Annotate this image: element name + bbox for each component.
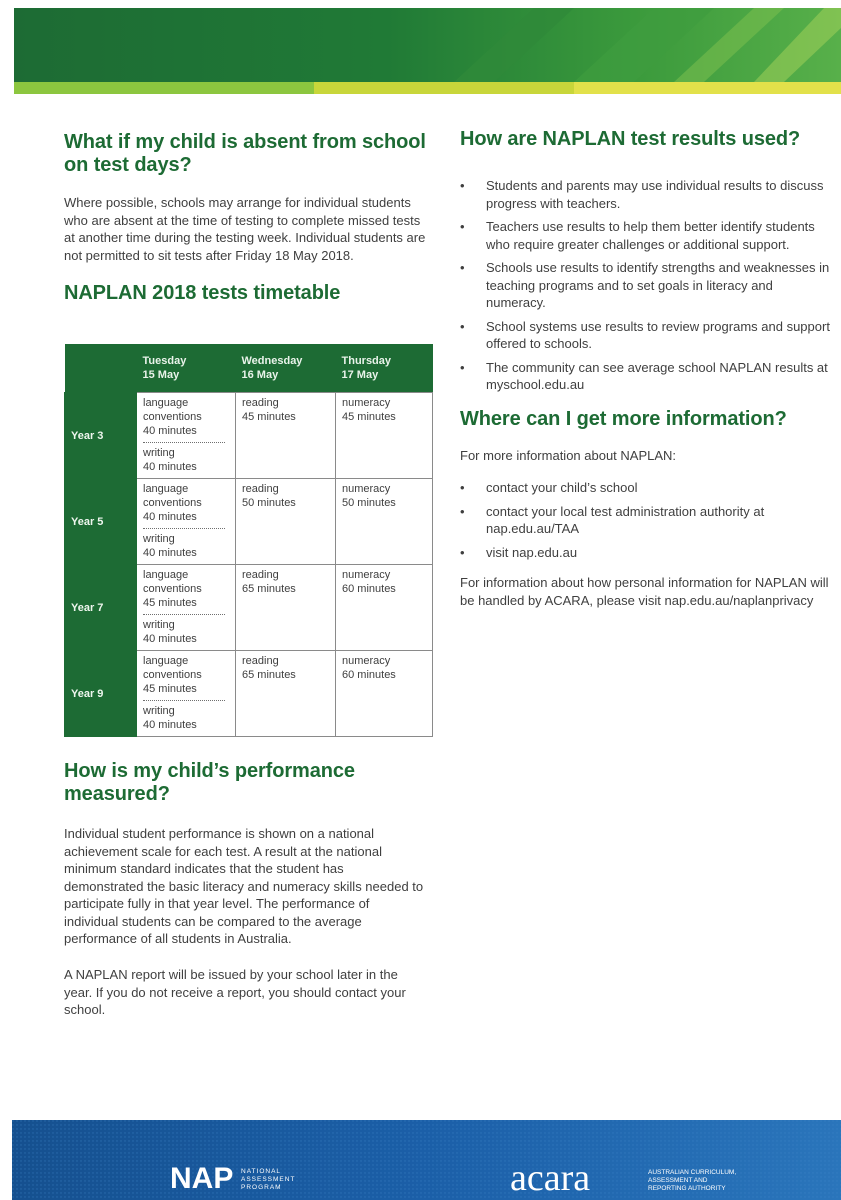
tuesday-cell: language conventions 45 minutes writing 40 minutes (137, 651, 236, 737)
bullet-icon: • (460, 359, 465, 375)
list-item: • School systems use results to review programs and support offered to schools. (460, 318, 830, 351)
svg-text:PROGRAM: PROGRAM (241, 1184, 282, 1191)
list-item: • contact your child’s school (460, 480, 638, 495)
svg-text:ASSESSMENT AND: ASSESSMENT AND (648, 1177, 708, 1184)
table-row (65, 393, 433, 479)
bullet-icon: • (460, 219, 465, 234)
list-item: • Students and parents may use individual results to discuss progress with teachers. (460, 178, 824, 211)
timetable-header-row (65, 344, 433, 393)
header-banner (14, 8, 841, 94)
info-lead: For more information about NAPLAN: (460, 447, 677, 463)
performance-heading: How is my child’s performance measured? (64, 760, 355, 805)
list-item: • Teachers use results to help them better identify students who require greater challenges or additional support. (460, 219, 815, 252)
list-item: • visit nap.edu.au (460, 544, 578, 560)
tuesday-cell: language conventions 40 minutes writing 40 minutes (137, 479, 236, 565)
list-item: • Schools use results to identify strengths and weaknesses in teaching programs and to set goals in literacy and numeracy. (460, 260, 830, 310)
bullet-icon: • (460, 260, 465, 275)
footer-banner (12, 1120, 841, 1200)
year-label: Year 5 (65, 479, 137, 565)
list-item: • The community can see average school NAPLAN results at myschool.edu.au (460, 359, 828, 392)
report-paragraph: A NAPLAN report will be issued by your school later in the year. If you do not receive a report, you should contact your school. (64, 967, 406, 1017)
list-item: • contact your local test administration authority at nap.edu.au/TAA (460, 503, 765, 536)
bullet-icon: • (460, 544, 465, 560)
svg-text:NAP: NAP (170, 1162, 234, 1195)
timetable-table (64, 344, 433, 737)
timetable-heading: NAPLAN 2018 tests timetable (64, 282, 341, 304)
svg-text:acara: acara (510, 1157, 591, 1199)
absent-paragraph: Where possible, schools may arrange for individual students who are absent at the time of testing to complete missed tests at another time during the testing week. Individual students are not permitted to sit tests after Friday 18 May 2018. (64, 195, 426, 263)
svg-text:REPORTING AUTHORITY: REPORTING AUTHORITY (648, 1185, 726, 1192)
privacy-paragraph: For information about how personal information for NAPLAN will be handled by ACARA, please visit nap.edu.au/naplanprivacy (460, 575, 829, 608)
year-label: Year 3 (65, 393, 137, 479)
table-row (65, 651, 433, 737)
right-column (460, 128, 832, 609)
year-label: Year 7 (65, 565, 137, 651)
svg-text:AUSTRALIAN CURRICULUM,: AUSTRALIAN CURRICULUM, (648, 1169, 737, 1176)
header-wednesday: Wednesday 16 May (236, 344, 336, 393)
wednesday-cell: reading 50 minutes (236, 479, 336, 565)
bullet-icon: • (460, 178, 465, 193)
results-heading: How are NAPLAN test results used? (460, 128, 801, 150)
svg-text:NATIONAL: NATIONAL (241, 1168, 282, 1175)
table-row (65, 479, 433, 565)
year-label: Year 9 (65, 651, 137, 737)
absent-heading: What if my child is absent from school on test days? (64, 131, 426, 176)
header-thursday: Thursday 17 May (336, 344, 433, 393)
thursday-cell: numeracy 45 minutes (336, 393, 433, 479)
header-corner (65, 344, 137, 393)
thursday-cell: numeracy 60 minutes (336, 565, 433, 651)
table-row (65, 565, 433, 651)
bullet-icon: • (460, 318, 465, 334)
header-tuesday: Tuesday 15 May (137, 344, 236, 393)
info-list (460, 479, 832, 561)
bullet-icon: • (460, 480, 465, 495)
tuesday-cell: language conventions 45 minutes writing 40 minutes (137, 565, 236, 651)
performance-paragraph: Individual student performance is shown on a national achievement scale for each test. A result at the national minimum standard indicates that the student has demonstrated the basic literacy and numeracy skills needed to participate fully in that year level. The performance of individual students can be compared to the average performance of all students in Australia. (64, 826, 424, 946)
wednesday-cell: reading 45 minutes (236, 393, 336, 479)
thursday-cell: numeracy 60 minutes (336, 651, 433, 737)
info-heading: Where can I get more information? (460, 407, 787, 430)
thursday-cell: numeracy 50 minutes (336, 479, 433, 565)
wednesday-cell: reading 65 minutes (236, 651, 336, 737)
wednesday-cell: reading 65 minutes (236, 565, 336, 651)
tuesday-cell: language conventions 40 minutes writing 40 minutes (137, 393, 236, 479)
left-column (64, 128, 434, 1017)
bullet-icon: • (460, 503, 465, 519)
svg-text:ASSESSMENT: ASSESSMENT (241, 1176, 296, 1183)
results-list (460, 177, 832, 394)
